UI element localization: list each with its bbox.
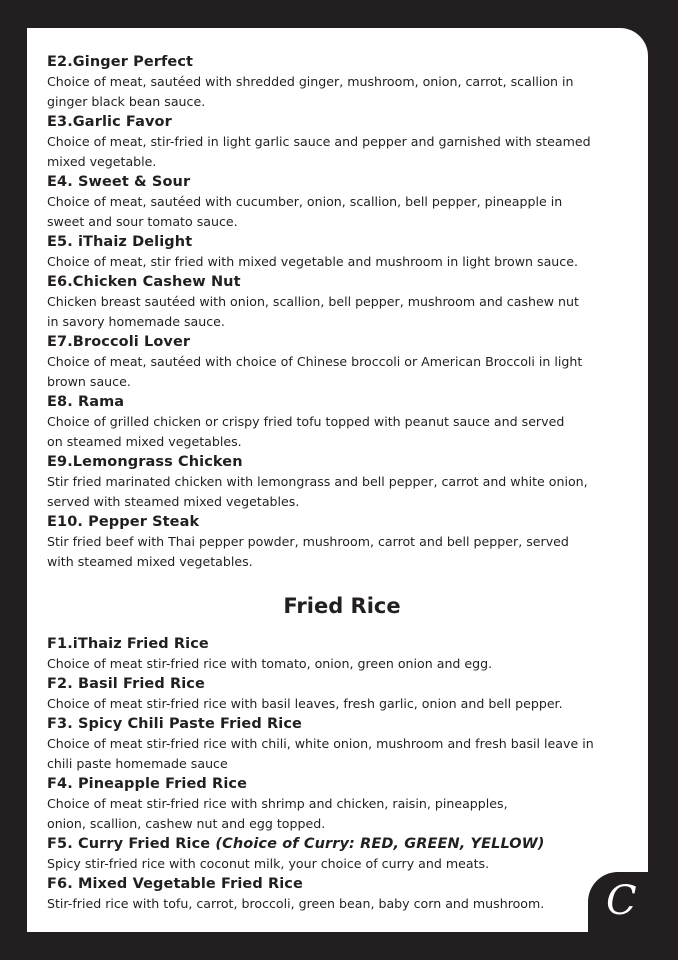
description-line: on steamed mixed vegetables. [47, 434, 242, 449]
menu-item-title: E4. Sweet & Sour [47, 174, 191, 190]
page-letter: C [606, 878, 637, 924]
menu-item-description [47, 292, 637, 332]
menu-item-description [47, 694, 637, 714]
description-line: Stir fried marinated chicken with lemongrass and bell pepper, carrot and white onion, [47, 474, 588, 489]
menu-item-description [47, 132, 637, 172]
description-line: Choice of meat, stir fried with mixed vegetable and mushroom in light brown sauce. [47, 254, 578, 269]
menu-item-title: F2. Basil Fried Rice [47, 676, 205, 692]
menu-item-title: F6. Mixed Vegetable Fried Rice [47, 876, 303, 892]
description-line: ginger black bean sauce. [47, 94, 206, 109]
menu-item-description [47, 352, 637, 392]
menu-item-title: E3.Garlic Favor [47, 114, 172, 130]
menu-item-title: F1.iThaiz Fried Rice [47, 636, 209, 652]
section-heading-fried-rice: Fried Rice [283, 594, 401, 618]
menu-item-description [47, 532, 637, 572]
menu-item-e9 [47, 452, 637, 512]
menu-item-description [47, 472, 637, 512]
menu-item-description [47, 412, 637, 452]
description-line: in savory homemade sauce. [47, 314, 225, 329]
menu-item-description [47, 794, 637, 834]
menu-item-title: E10. Pepper Steak [47, 514, 200, 530]
menu-item-f4 [47, 774, 637, 834]
menu-item-e7 [47, 332, 637, 392]
menu-item-e2 [47, 52, 637, 112]
menu-item-description [47, 252, 637, 272]
menu-content [47, 52, 637, 914]
description-line: Choice of meat stir-fried rice with tomato, onion, green onion and egg. [47, 656, 493, 671]
menu-item-title: E2.Ginger Perfect [47, 54, 194, 70]
description-line: with steamed mixed vegetables. [47, 554, 253, 569]
description-line: Choice of meat stir-fried rice with chili, white onion, mushroom and fresh basil leave in [47, 736, 594, 751]
description-line: onion, scallion, cashew nut and egg topped. [47, 816, 326, 831]
menu-item-description [47, 654, 637, 674]
menu-item-f6 [47, 874, 637, 914]
menu-item-title-text: F5. Curry Fried Rice [47, 836, 211, 852]
menu-item-f1 [47, 634, 637, 674]
description-line: Stir fried beef with Thai pepper powder, mushroom, carrot and bell pepper, served [47, 534, 569, 549]
menu-item-e10 [47, 512, 637, 572]
menu-item-title: E8. Rama [47, 394, 125, 410]
menu-item-title: E7.Broccoli Lover [47, 334, 191, 350]
menu-item-description [47, 854, 637, 874]
description-line: Chicken breast sautéed with onion, scallion, bell pepper, mushroom and cashew nut [47, 294, 579, 309]
description-line: Spicy stir-fried rice with coconut milk, your choice of curry and meats. [47, 856, 490, 871]
menu-item-description [47, 192, 637, 232]
menu-item-f3 [47, 714, 637, 774]
menu-item-e3 [47, 112, 637, 172]
menu-item-description [47, 894, 637, 914]
description-line: brown sauce. [47, 374, 131, 389]
menu-item-e6 [47, 272, 637, 332]
description-line: Choice of meat stir-fried rice with basil leaves, fresh garlic, onion and bell pepper. [47, 696, 563, 711]
description-line: Choice of meat, sautéed with cucumber, onion, scallion, bell pepper, pineapple in [47, 194, 563, 209]
page-letter-badge [588, 872, 648, 932]
description-line: Choice of grilled chicken or crispy fried tofu topped with peanut sauce and served [47, 414, 565, 429]
menu-item-title: E6.Chicken Cashew Nut [47, 274, 241, 290]
description-line: Choice of meat stir-fried rice with shrimp and chicken, raisin, pineapples, [47, 796, 508, 811]
description-line: Choice of meat, sautéed with shredded ginger, mushroom, onion, carrot, scallion in [47, 74, 574, 89]
menu-item-title: F3. Spicy Chili Paste Fried Rice [47, 716, 302, 732]
menu-item-title: F4. Pineapple Fried Rice [47, 776, 248, 792]
description-line: chili paste homemade sauce [47, 756, 228, 771]
menu-item-f2 [47, 674, 637, 714]
menu-item-description [47, 734, 637, 774]
description-line: Stir-fried rice with tofu, carrot, broccoli, green bean, baby corn and mushroom. [47, 896, 545, 911]
description-line: Choice of meat, stir-fried in light garlic sauce and pepper and garnished with steamed [47, 134, 591, 149]
description-line: mixed vegetable. [47, 154, 157, 169]
menu-item-f5 [47, 834, 637, 874]
menu-page [27, 28, 648, 932]
curry-choice-note: (Choice of Curry: RED, GREEN, YELLOW) [215, 836, 545, 852]
menu-item-e4 [47, 172, 637, 232]
menu-item-description [47, 72, 637, 112]
menu-item-title: E5. iThaiz Delight [47, 234, 193, 250]
description-line: served with steamed mixed vegetables. [47, 494, 300, 509]
menu-item-e5 [47, 232, 637, 272]
menu-item-e8 [47, 392, 637, 452]
menu-item-title [47, 834, 637, 854]
description-line: Choice of meat, sautéed with choice of Chinese broccoli or American Broccoli in light [47, 354, 583, 369]
menu-item-title: E9.Lemongrass Chicken [47, 454, 243, 470]
description-line: sweet and sour tomato sauce. [47, 214, 238, 229]
